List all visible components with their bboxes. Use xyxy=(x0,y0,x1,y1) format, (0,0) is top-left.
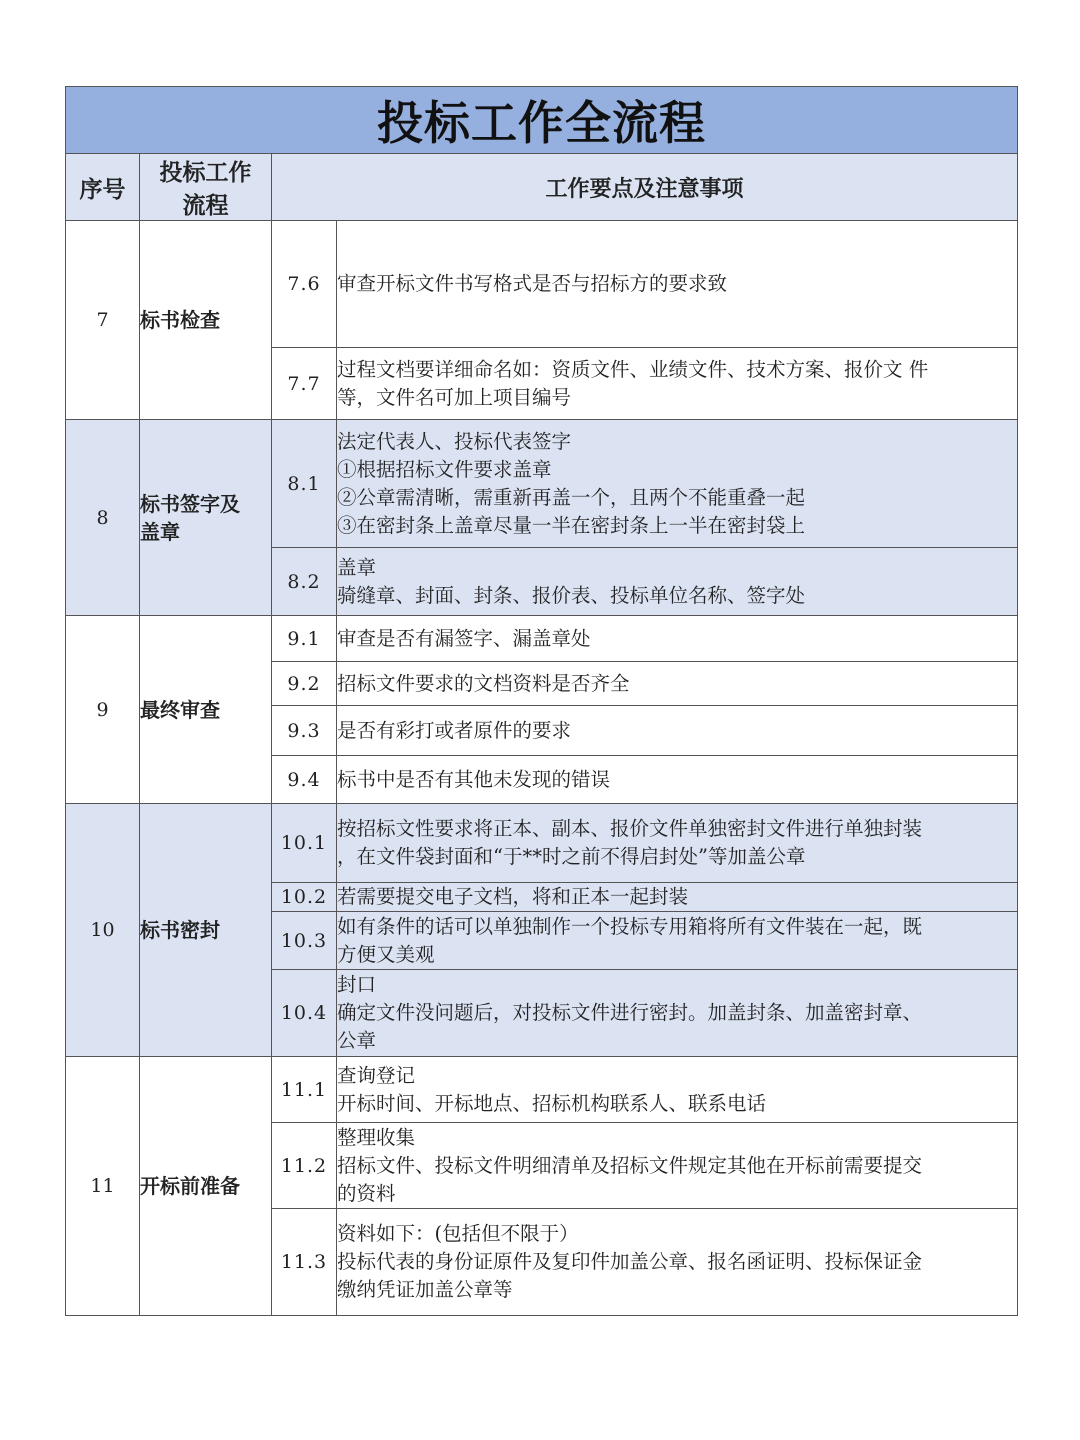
note-text: 是否有彩打或者原件的要求 xyxy=(337,706,1018,756)
note-text: 审查是否有漏签字、漏盖章处 xyxy=(337,616,1018,662)
sub-no: 10.2 xyxy=(272,883,337,912)
note-text: 招标文件要求的文档资料是否齐全 xyxy=(337,662,1018,706)
table-row xyxy=(66,1057,1018,1123)
sub-no: 11.1 xyxy=(272,1057,337,1123)
group-stage: 标书检查 xyxy=(140,221,272,420)
sub-no: 11.2 xyxy=(272,1123,337,1209)
note-text: 按招标文性要求将正本、副本、报价文件单独密封文件进行单独封装 ，在文件袋封面和“于**时之前不得启封处”等加盖公章 xyxy=(337,804,1018,883)
sub-no: 10.1 xyxy=(272,804,337,883)
header-notes: 工作要点及注意事项 xyxy=(272,154,1018,221)
sub-no: 10.3 xyxy=(272,912,337,970)
sub-no: 10.4 xyxy=(272,970,337,1057)
header-no: 序号 xyxy=(66,154,140,221)
group-stage: 标书签字及 盖章 xyxy=(140,420,272,616)
group-no: 10 xyxy=(66,804,140,1057)
group-stage: 开标前准备 xyxy=(140,1057,272,1316)
sub-no: 11.3 xyxy=(272,1209,337,1316)
group-no: 11 xyxy=(66,1057,140,1316)
note-text: 标书中是否有其他未发现的错误 xyxy=(337,756,1018,804)
page-title: 投标工作全流程 xyxy=(66,87,1018,154)
note-text: 若需要提交电子文档，将和正本一起封装 xyxy=(337,883,1018,912)
note-text: 资料如下：(包括但不限于） 投标代表的身份证原件及复印件加盖公章、报名函证明、投标保证金 缴纳凭证加盖公章等 xyxy=(337,1209,1018,1316)
header-stage: 投标工作 流程 xyxy=(140,154,272,221)
group-no: 7 xyxy=(66,221,140,420)
note-text: 盖章 骑缝章、封面、封条、报价表、投标单位名称、签字处 xyxy=(337,548,1018,616)
sub-no: 7.6 xyxy=(272,221,337,348)
group-no: 8 xyxy=(66,420,140,616)
note-text: 过程文档要详细命名如：资质文件、业绩文件、技术方案、报价文 件 等，文件名可加上项目编号 xyxy=(337,348,1018,420)
note-text: 法定代表人、投标代表签字 ①根据招标文件要求盖章 ②公章需清晰，需重新再盖一个，且两个不能重叠一起 ③在密封条上盖章尽量一半在密封条上一半在密封袋上 xyxy=(337,420,1018,548)
note-text: 审查开标文件书写格式是否与招标方的要求致 xyxy=(337,221,1018,348)
table-row xyxy=(66,221,1018,348)
sub-no: 9.1 xyxy=(272,616,337,662)
group-stage: 标书密封 xyxy=(140,804,272,1057)
process-table xyxy=(65,86,1018,1316)
table-row xyxy=(66,616,1018,662)
sub-no: 9.2 xyxy=(272,662,337,706)
note-text: 查询登记 开标时间、开标地点、招标机构联系人、联系电话 xyxy=(337,1057,1018,1123)
sub-no: 9.4 xyxy=(272,756,337,804)
table-row xyxy=(66,804,1018,883)
table-row xyxy=(66,420,1018,548)
sub-no: 9.3 xyxy=(272,706,337,756)
sub-no: 8.2 xyxy=(272,548,337,616)
note-text: 整理收集 招标文件、投标文件明细清单及招标文件规定其他在开标前需要提交 的资料 xyxy=(337,1123,1018,1209)
sub-no: 7.7 xyxy=(272,348,337,420)
group-stage: 最终审查 xyxy=(140,616,272,804)
group-no: 9 xyxy=(66,616,140,804)
note-text: 如有条件的话可以单独制作一个投标专用箱将所有文件装在一起，既 方便又美观 xyxy=(337,912,1018,970)
note-text: 封口 确定文件没问题后，对投标文件进行密封。加盖封条、加盖密封章、 公章 xyxy=(337,970,1018,1057)
sub-no: 8.1 xyxy=(272,420,337,548)
